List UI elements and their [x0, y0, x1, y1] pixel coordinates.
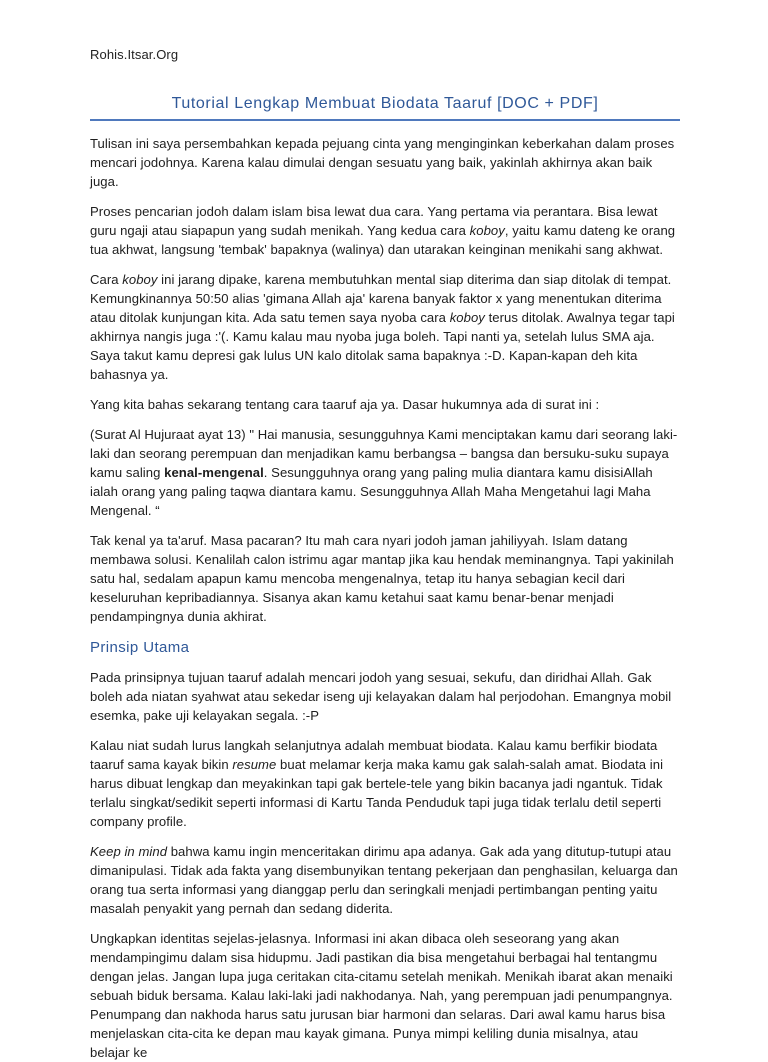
bold-term-kenal-mengenal: kenal-mengenal [164, 465, 264, 480]
section-heading-prinsip-utama: Prinsip Utama [90, 639, 190, 656]
text-run: buat melamar kerja maka kamu gak salah-salah amat. Biodata ini harus dibuat lengkap dan meyakinkan tapi gak bertele-tele yang bikin bacanya jadi ngantuk. Tidak terlalu singkat/sedikit seperti informasi di Kartu Tanda Penduduk tapi juga tidak terlalu detil seperti company profile. [90, 757, 664, 829]
text-run: ini jarang dipake, karena membutuhkan mental siap diterima dan siap ditolak di tempat. Kemungkinannya 50:50 alias 'gimana Allah aja' karena banyak faktor x yang menentukan diterima atau ditolak kunjungan kita. Ada satu temen saya nyoba cara [90, 272, 672, 325]
text-run: Cara [90, 272, 123, 287]
text-run: terus ditolak. Awalnya tegar tapi akhirnya nangis juga :'(. Kamu kalau mau nyoba juga boleh. Tapi nanti ya, setelah lulus SMA aja. Saya takut kamu depresi gak lulus UN kalo ditolak sama bapaknya :-D. Kapan-kapan deh kita bahasnya ya. [90, 310, 675, 382]
text-run: Kalau niat sudah lurus langkah selanjutnya adalah membuat biodata. Kalau kamu berfikir biodata taaruf sama kayak bikin [90, 738, 658, 772]
paragraph-proses-pencarian [90, 202, 680, 259]
paragraph-quran-quote [90, 425, 680, 520]
text-run: (Surat Al Hujuraat ayat 13) " Hai manusia, sesungguhnya Kami menciptakan kamu dari seorang laki-laki dan seorang perempuan dan menjadikan kamu berbangsa – bangsa dan bersuku-suku supaya kamu saling [90, 427, 678, 480]
document-title: Tutorial Lengkap Membuat Biodata Taaruf [DOC + PDF] [171, 95, 599, 112]
text-run: , yaitu kamu dateng ke orang tua akhwat, langsung 'tembak' bapaknya (walinya) dan utarakan keinginan menikahi sang akhwat. [90, 223, 676, 257]
italic-term-koboy: koboy [469, 223, 505, 238]
paragraph-dasar-hukum: Yang kita bahas sekarang tentang cara taaruf aja ya. Dasar hukumnya ada di surat ini : [90, 397, 600, 412]
italic-term-keep-in-mind: Keep in mind [90, 844, 168, 859]
paragraph-intro: Tulisan ini saya persembahkan kepada pejuang cinta yang menginginkan keberkahan dalam proses mencari jodohnya. Karena kalau dimulai dengan sesuatu yang baik, yakinlah akhirnya akan baik juga. [90, 136, 675, 189]
paragraph-identitas: Ungkapkan identitas sejelas-jelasnya. Informasi ini akan dibaca oleh seseorang yang akan mendampingimu dalam sisa hidupmu. Jadi pastikan dia bisa mengetahui berbagai hal tentangmu dengan jelas. Jangan lupa juga ceritakan cita-citamu setelah menikah. Menikah ibarat akan menaiki sebuah biduk bersama. Kalau laki-laki jadi nakhodanya. Nah, yang perempuan jadi penumpangnya. Penumpang dan nakhoda harus satu jurusan biar harmoni dan selaras. Dari awal kamu harus bisa menjelaskan cita-cita ke depan mau kayak gimana. Punya mimpi keliling dunia misalnya, atau belajar ke [90, 931, 673, 1060]
paragraph-keep-in-mind [90, 842, 680, 918]
text-run: . Sesungguhnya orang yang paling mulia diantara kamu disisiAllah ialah orang yang paling taqwa diantara kamu. Sesungguhnya Allah Maha Mengetahui lagi Maha Mengenal. “ [90, 465, 653, 518]
italic-term-koboy: koboy [449, 310, 485, 325]
text-run: Proses pencarian jodoh dalam islam bisa lewat dua cara. Yang pertama via perantara. Bisa lewat guru ngaji atau siapapun yang sudah menikah. Yang kedua cara [90, 204, 658, 238]
paragraph-biodata [90, 736, 680, 831]
paragraph-prinsip: Pada prinsipnya tujuan taaruf adalah mencari jodoh yang sesuai, sekufu, dan diridhai Allah. Gak boleh ada niatan syahwat atau sekedar iseng uji kelayakan dalam hal perjodohan. Emangnya mobil esemka, pake uji kelayakan segala. :-P [90, 670, 672, 723]
text-run: bahwa kamu ingin menceritakan dirimu apa adanya. Gak ada yang ditutup-tutupi atau dimanipulasi. Tidak ada fakta yang disembunyikan tentang pekerjaan dan penghasilan, keluarga dan orang tua serta informasi yang dianggap perlu dan seringkali menjadi pertimbangan penting yaitu masalah penyakit yang pernah dan sedang diderita. [90, 844, 678, 916]
italic-term-resume: resume [232, 757, 277, 772]
title-underline-rule [90, 119, 680, 121]
site-name-header: Rohis.Itsar.Org [90, 47, 179, 62]
italic-term-koboy: koboy [122, 272, 158, 287]
paragraph-cara-koboy [90, 270, 680, 384]
paragraph-tak-kenal: Tak kenal ya ta'aruf. Masa pacaran? Itu mah cara nyari jodoh jaman jahiliyyah. Islam datang membawa solusi. Kenalilah calon istrimu agar mantap jika kau hendak meminangnya. Tapi yakinilah satu hal, sedalam apapun kamu mencoba mengenalnya, tetap itu hanya sebagian kecil dari keseluruhan kepribadiannya. Sisanya akan kamu ketahui saat kamu benar-benar menjadi pendampingnya dunia akhirat. [90, 533, 674, 624]
